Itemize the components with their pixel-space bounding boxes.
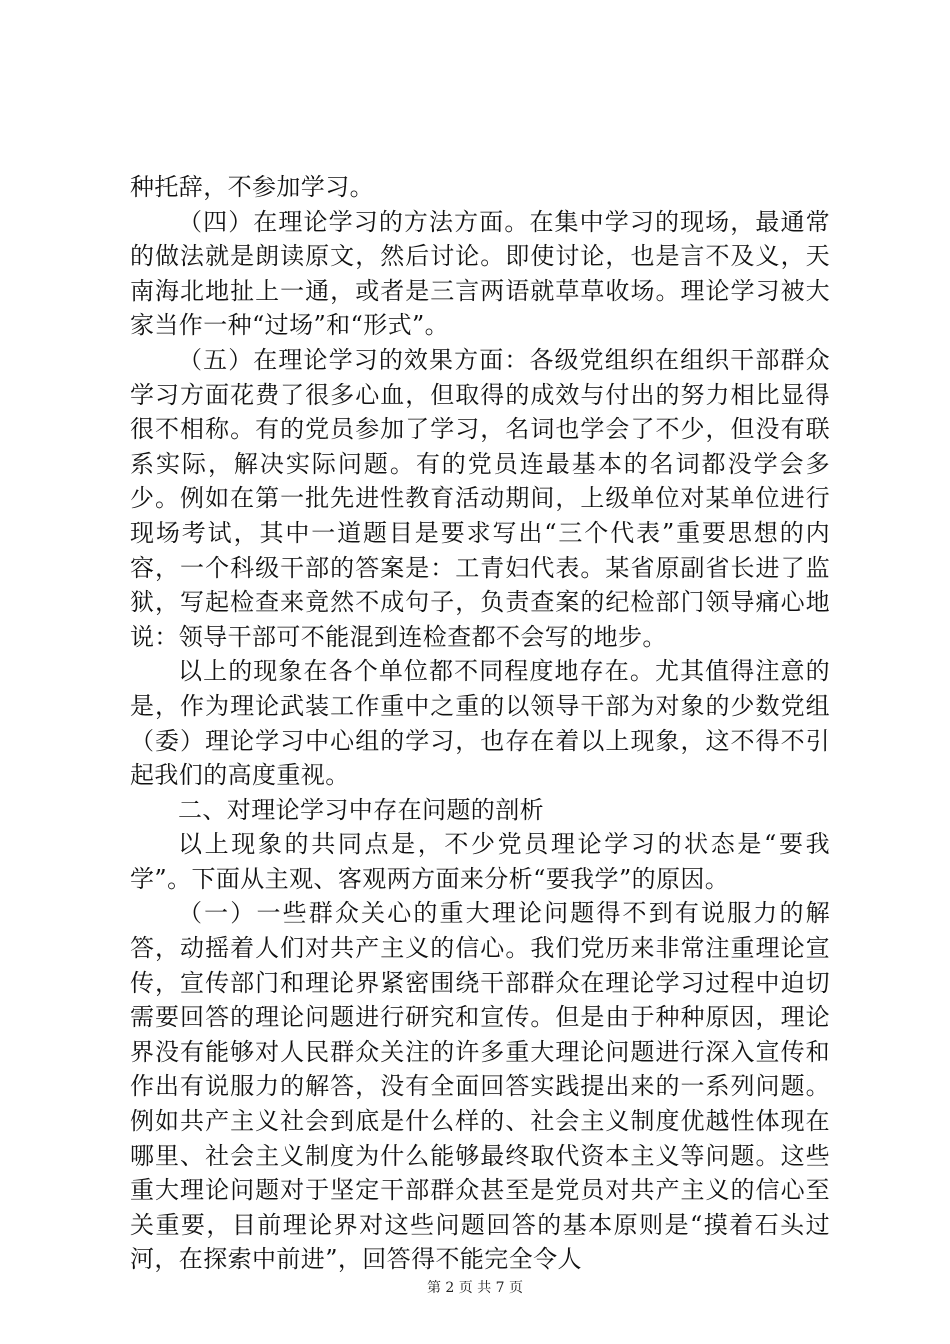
document-body	[130, 170, 830, 1277]
paragraph-reason-one: （一）一些群众关心的重大理论问题得不到有说服力的解答，动摇着人们对共产主义的信心。我们党历来非常注重理论宣传，宣传部门和理论界紧密围绕干部群众在理论学习过程中迫切需要回答的理论问题进行研究和宣传。但是由于种种原因，理论界没有能够对人民群众关注的许多重大理论问题进行深入宣传和作出有说服力的解答，没有全面回答实践提出来的一系列问题。例如共产主义社会到底是什么样的、社会主义制度优越性体现在哪里、社会主义制度为什么能够最终取代资本主义等问题。这些重大理论问题对于坚定干部群众甚至是党员对共产主义的信心至关重要，目前理论界对这些问题回答的基本原则是“摸着石头过河，在探索中前进”，回答得不能完全令人	[130, 899, 830, 1274]
paragraph-effect: （五）在理论学习的效果方面：各级党组织在组织干部群众学习方面花费了很多心血，但取得的成效与付出的努力相比显得很不相称。有的党员参加了学习，名词也学会了不少，但没有联系实际，解决实际问题。有的党员连最基本的名词都没学会多少。例如在第一批先进性教育活动期间，上级单位对某单位进行现场考试，其中一道题目是要求写出“三个代表”重要思想的内容，一个科级干部的答案是：工青妇代表。某省原副省长进了监狱，写起检查来竟然不成句子，负责查案的纪检部门领导痛心地说：领导干部可不能混到连检查都不会写的地步。	[130, 345, 830, 651]
paragraph-summary: 以上的现象在各个单位都不同程度地存在。尤其值得注意的是，作为理论武装工作重中之重的以领导干部为对象的少数党组（委）理论学习中心组的学习，也存在着以上现象，这不得不引起我们的高度重视。	[130, 657, 830, 790]
paragraph-method: （四）在理论学习的方法方面。在集中学习的现场，最通常的做法就是朗读原文，然后讨论。即使讨论，也是言不及义，天南海北地扯上一通，或者是三言两语就草草收场。理论学习被大家当作一种“过场”和“形式”。	[130, 207, 830, 340]
page-footer: 第 2 页 共 7 页	[426, 1280, 524, 1296]
paragraph-common-point: 以上现象的共同点是，不少党员理论学习的状态是“要我学”。下面从主观、客观两方面来分析“要我学”的原因。	[130, 830, 830, 893]
section-heading: 二、对理论学习中存在问题的剖析	[178, 795, 544, 824]
paragraph-continuation: 种托辞，不参加学习。	[130, 173, 374, 201]
